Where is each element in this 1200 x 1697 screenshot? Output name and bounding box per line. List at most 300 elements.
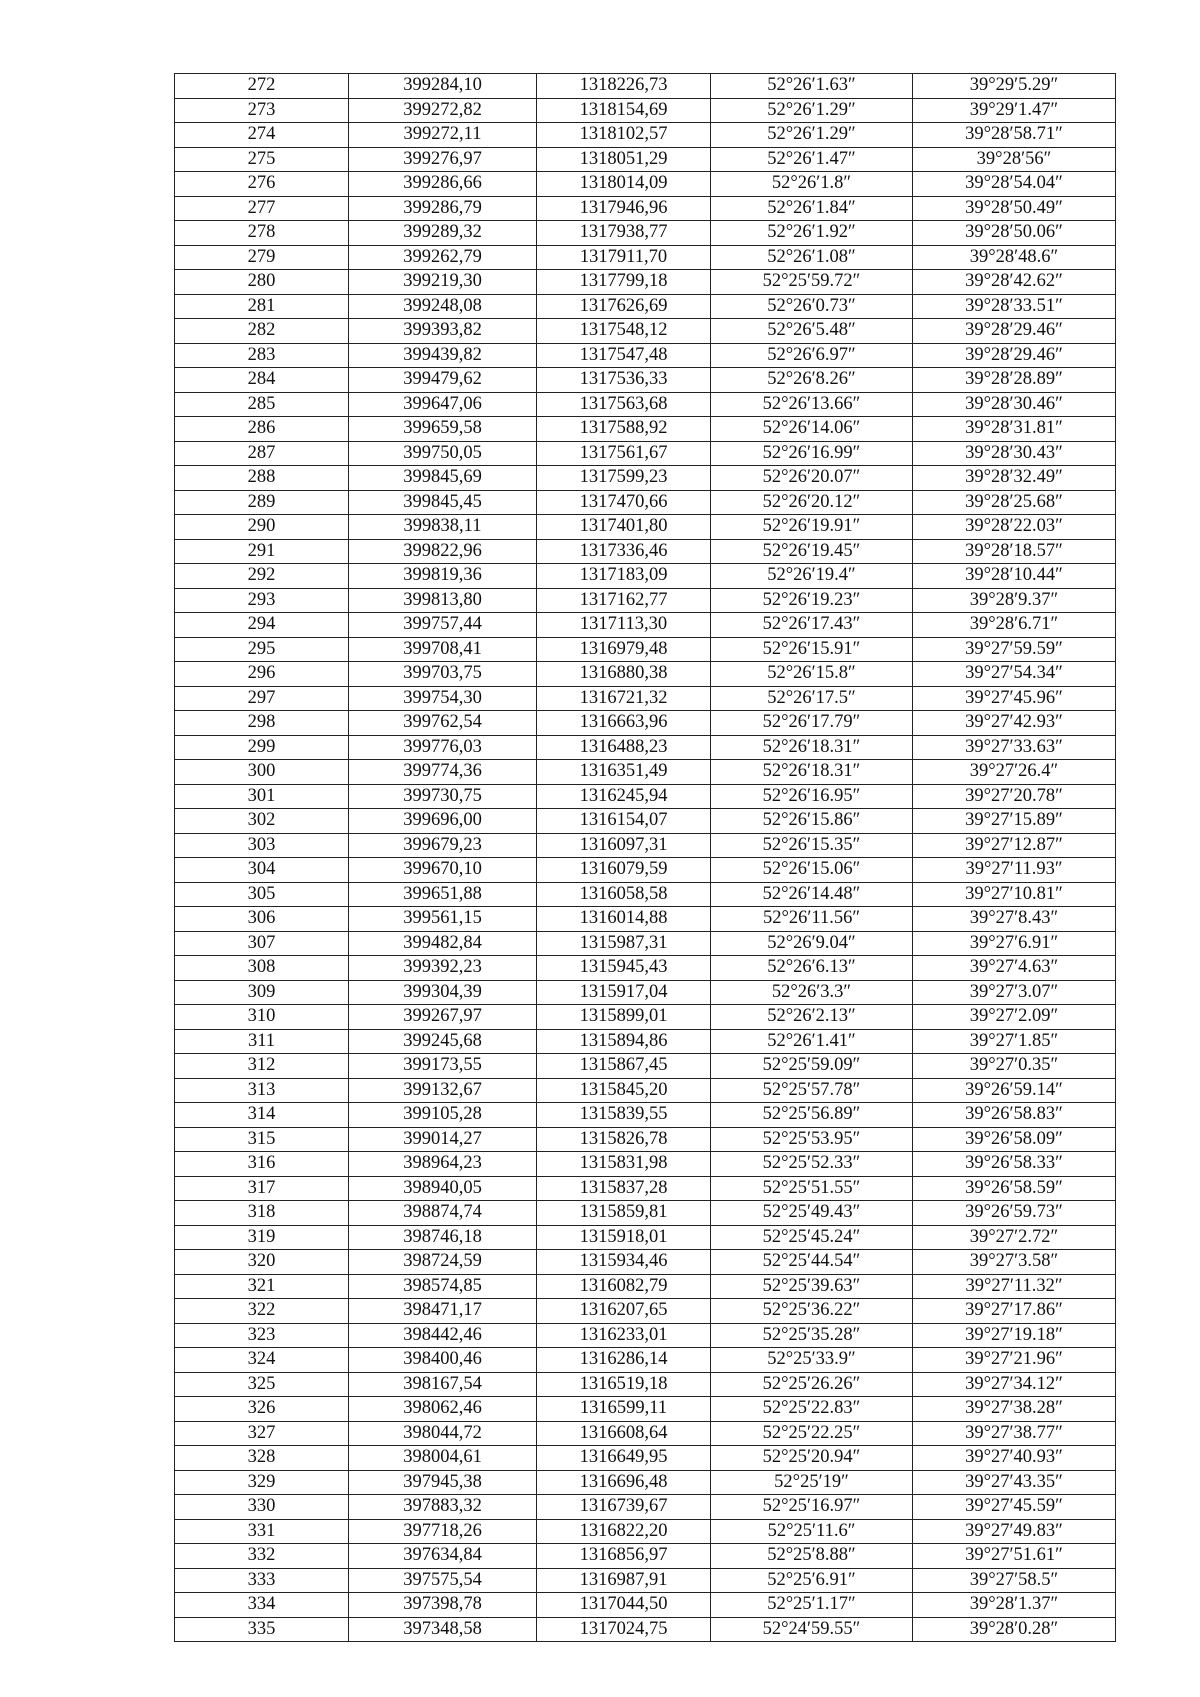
- y-coordinate-cell: 1317547,48: [537, 343, 711, 368]
- longitude-cell: 39°27′43.35″: [913, 1470, 1116, 1495]
- x-coordinate-cell: 397945,38: [349, 1470, 537, 1495]
- longitude-cell: 39°27′20.78″: [913, 784, 1116, 809]
- table-row: [175, 74, 1116, 99]
- y-coordinate-cell: 1315831,98: [537, 1152, 711, 1177]
- y-coordinate-cell: 1318226,73: [537, 74, 711, 99]
- table-row: [175, 1470, 1116, 1495]
- point-number-cell: 327: [175, 1421, 349, 1446]
- x-coordinate-cell: 399105,28: [349, 1103, 537, 1128]
- point-number-cell: 297: [175, 686, 349, 711]
- table-row: [175, 392, 1116, 417]
- x-coordinate-cell: 399845,45: [349, 490, 537, 515]
- point-number-cell: 279: [175, 245, 349, 270]
- table-row: [175, 956, 1116, 981]
- x-coordinate-cell: 397575,54: [349, 1568, 537, 1593]
- longitude-cell: 39°27′58.5″: [913, 1568, 1116, 1593]
- x-coordinate-cell: 399286,66: [349, 172, 537, 197]
- x-coordinate-cell: 399272,11: [349, 123, 537, 148]
- latitude-cell: 52°26′17.5″: [711, 686, 913, 711]
- longitude-cell: 39°27′4.63″: [913, 956, 1116, 981]
- longitude-cell: 39°27′8.43″: [913, 907, 1116, 932]
- y-coordinate-cell: 1317162,77: [537, 588, 711, 613]
- longitude-cell: 39°28′29.46″: [913, 343, 1116, 368]
- point-number-cell: 329: [175, 1470, 349, 1495]
- latitude-cell: 52°25′22.25″: [711, 1421, 913, 1446]
- table-row: [175, 588, 1116, 613]
- table-row: [175, 1176, 1116, 1201]
- x-coordinate-cell: 399248,08: [349, 294, 537, 319]
- longitude-cell: 39°28′42.62″: [913, 270, 1116, 295]
- y-coordinate-cell: 1315934,46: [537, 1250, 711, 1275]
- latitude-cell: 52°25′22.83″: [711, 1397, 913, 1422]
- latitude-cell: 52°26′1.08″: [711, 245, 913, 270]
- point-number-cell: 312: [175, 1054, 349, 1079]
- latitude-cell: 52°26′13.66″: [711, 392, 913, 417]
- point-number-cell: 290: [175, 515, 349, 540]
- x-coordinate-cell: 399272,82: [349, 98, 537, 123]
- table-row: [175, 1299, 1116, 1324]
- y-coordinate-cell: 1317938,77: [537, 221, 711, 246]
- latitude-cell: 52°25′39.63″: [711, 1274, 913, 1299]
- table-row: [175, 98, 1116, 123]
- latitude-cell: 52°26′6.97″: [711, 343, 913, 368]
- y-coordinate-cell: 1317561,67: [537, 441, 711, 466]
- point-number-cell: 301: [175, 784, 349, 809]
- longitude-cell: 39°28′0.28″: [913, 1617, 1116, 1642]
- table-row: [175, 1103, 1116, 1128]
- point-number-cell: 273: [175, 98, 349, 123]
- y-coordinate-cell: 1315867,45: [537, 1054, 711, 1079]
- longitude-cell: 39°27′3.58″: [913, 1250, 1116, 1275]
- point-number-cell: 331: [175, 1519, 349, 1544]
- latitude-cell: 52°25′36.22″: [711, 1299, 913, 1324]
- longitude-cell: 39°27′11.93″: [913, 858, 1116, 883]
- latitude-cell: 52°26′16.95″: [711, 784, 913, 809]
- latitude-cell: 52°24′59.55″: [711, 1617, 913, 1642]
- point-number-cell: 296: [175, 662, 349, 687]
- point-number-cell: 285: [175, 392, 349, 417]
- longitude-cell: 39°27′38.77″: [913, 1421, 1116, 1446]
- latitude-cell: 52°26′19.45″: [711, 539, 913, 564]
- x-coordinate-cell: 399173,55: [349, 1054, 537, 1079]
- y-coordinate-cell: 1316721,32: [537, 686, 711, 711]
- longitude-cell: 39°26′58.33″: [913, 1152, 1116, 1177]
- x-coordinate-cell: 399762,54: [349, 711, 537, 736]
- table-row: [175, 147, 1116, 172]
- point-number-cell: 298: [175, 711, 349, 736]
- table-row: [175, 368, 1116, 393]
- latitude-cell: 52°25′53.95″: [711, 1127, 913, 1152]
- longitude-cell: 39°28′33.51″: [913, 294, 1116, 319]
- y-coordinate-cell: 1315894,86: [537, 1029, 711, 1054]
- longitude-cell: 39°26′59.14″: [913, 1078, 1116, 1103]
- point-number-cell: 275: [175, 147, 349, 172]
- x-coordinate-cell: 398400,46: [349, 1348, 537, 1373]
- x-coordinate-cell: 399392,23: [349, 956, 537, 981]
- y-coordinate-cell: 1317563,68: [537, 392, 711, 417]
- point-number-cell: 291: [175, 539, 349, 564]
- longitude-cell: 39°26′58.59″: [913, 1176, 1116, 1201]
- y-coordinate-cell: 1316739,67: [537, 1495, 711, 1520]
- y-coordinate-cell: 1318014,09: [537, 172, 711, 197]
- x-coordinate-cell: 399813,80: [349, 588, 537, 613]
- longitude-cell: 39°27′15.89″: [913, 809, 1116, 834]
- x-coordinate-cell: 399757,44: [349, 613, 537, 638]
- point-number-cell: 319: [175, 1225, 349, 1250]
- point-number-cell: 326: [175, 1397, 349, 1422]
- table-row: [175, 1005, 1116, 1030]
- table-row: [175, 784, 1116, 809]
- y-coordinate-cell: 1316822,20: [537, 1519, 711, 1544]
- point-number-cell: 295: [175, 637, 349, 662]
- y-coordinate-cell: 1316979,48: [537, 637, 711, 662]
- point-number-cell: 292: [175, 564, 349, 589]
- longitude-cell: 39°27′0.35″: [913, 1054, 1116, 1079]
- point-number-cell: 280: [175, 270, 349, 295]
- y-coordinate-cell: 1317946,96: [537, 196, 711, 221]
- latitude-cell: 52°25′56.89″: [711, 1103, 913, 1128]
- table-row: [175, 564, 1116, 589]
- latitude-cell: 52°25′52.33″: [711, 1152, 913, 1177]
- latitude-cell: 52°25′45.24″: [711, 1225, 913, 1250]
- latitude-cell: 52°25′16.97″: [711, 1495, 913, 1520]
- y-coordinate-cell: 1317536,33: [537, 368, 711, 393]
- x-coordinate-cell: 399845,69: [349, 466, 537, 491]
- longitude-cell: 39°27′3.07″: [913, 980, 1116, 1005]
- point-number-cell: 321: [175, 1274, 349, 1299]
- table-row: [175, 490, 1116, 515]
- latitude-cell: 52°26′1.92″: [711, 221, 913, 246]
- longitude-cell: 39°27′1.85″: [913, 1029, 1116, 1054]
- x-coordinate-cell: 399647,06: [349, 392, 537, 417]
- y-coordinate-cell: 1315945,43: [537, 956, 711, 981]
- x-coordinate-cell: 399262,79: [349, 245, 537, 270]
- table-row: [175, 1029, 1116, 1054]
- y-coordinate-cell: 1317401,80: [537, 515, 711, 540]
- table-row: [175, 515, 1116, 540]
- x-coordinate-cell: 399304,39: [349, 980, 537, 1005]
- x-coordinate-cell: 397398,78: [349, 1593, 537, 1618]
- longitude-cell: 39°28′28.89″: [913, 368, 1116, 393]
- longitude-cell: 39°28′54.04″: [913, 172, 1116, 197]
- longitude-cell: 39°27′21.96″: [913, 1348, 1116, 1373]
- table-row: [175, 907, 1116, 932]
- y-coordinate-cell: 1316097,31: [537, 833, 711, 858]
- x-coordinate-cell: 399393,82: [349, 319, 537, 344]
- point-number-cell: 277: [175, 196, 349, 221]
- longitude-cell: 39°27′40.93″: [913, 1446, 1116, 1471]
- coordinates-table-body: [175, 74, 1116, 1642]
- point-number-cell: 308: [175, 956, 349, 981]
- table-row: [175, 1397, 1116, 1422]
- y-coordinate-cell: 1317024,75: [537, 1617, 711, 1642]
- x-coordinate-cell: 398940,05: [349, 1176, 537, 1201]
- table-row: [175, 1372, 1116, 1397]
- y-coordinate-cell: 1316058,58: [537, 882, 711, 907]
- point-number-cell: 305: [175, 882, 349, 907]
- latitude-cell: 52°26′15.86″: [711, 809, 913, 834]
- y-coordinate-cell: 1317548,12: [537, 319, 711, 344]
- table-row: [175, 1054, 1116, 1079]
- table-row: [175, 662, 1116, 687]
- longitude-cell: 39°27′45.59″: [913, 1495, 1116, 1520]
- table-row: [175, 1152, 1116, 1177]
- y-coordinate-cell: 1316663,96: [537, 711, 711, 736]
- x-coordinate-cell: 398746,18: [349, 1225, 537, 1250]
- point-number-cell: 313: [175, 1078, 349, 1103]
- x-coordinate-cell: 399822,96: [349, 539, 537, 564]
- table-row: [175, 760, 1116, 785]
- longitude-cell: 39°27′59.59″: [913, 637, 1116, 662]
- latitude-cell: 52°26′3.3″: [711, 980, 913, 1005]
- table-row: [175, 1495, 1116, 1520]
- y-coordinate-cell: 1316233,01: [537, 1323, 711, 1348]
- longitude-cell: 39°28′30.46″: [913, 392, 1116, 417]
- table-row: [175, 123, 1116, 148]
- table-row: [175, 1323, 1116, 1348]
- y-coordinate-cell: 1316608,64: [537, 1421, 711, 1446]
- table-row: [175, 1225, 1116, 1250]
- latitude-cell: 52°25′33.9″: [711, 1348, 913, 1373]
- table-row: [175, 441, 1116, 466]
- point-number-cell: 322: [175, 1299, 349, 1324]
- x-coordinate-cell: 399819,36: [349, 564, 537, 589]
- x-coordinate-cell: 399696,00: [349, 809, 537, 834]
- point-number-cell: 284: [175, 368, 349, 393]
- table-row: [175, 245, 1116, 270]
- x-coordinate-cell: 399730,75: [349, 784, 537, 809]
- longitude-cell: 39°28′48.6″: [913, 245, 1116, 270]
- latitude-cell: 52°25′59.72″: [711, 270, 913, 295]
- x-coordinate-cell: 399276,97: [349, 147, 537, 172]
- longitude-cell: 39°28′30.43″: [913, 441, 1116, 466]
- x-coordinate-cell: 398167,54: [349, 1372, 537, 1397]
- x-coordinate-cell: 397718,26: [349, 1519, 537, 1544]
- y-coordinate-cell: 1317183,09: [537, 564, 711, 589]
- longitude-cell: 39°27′33.63″: [913, 735, 1116, 760]
- latitude-cell: 52°26′19.4″: [711, 564, 913, 589]
- table-row: [175, 637, 1116, 662]
- x-coordinate-cell: 398471,17: [349, 1299, 537, 1324]
- latitude-cell: 52°26′15.06″: [711, 858, 913, 883]
- y-coordinate-cell: 1316488,23: [537, 735, 711, 760]
- point-number-cell: 320: [175, 1250, 349, 1275]
- longitude-cell: 39°27′38.28″: [913, 1397, 1116, 1422]
- table-row: [175, 343, 1116, 368]
- table-row: [175, 931, 1116, 956]
- point-number-cell: 315: [175, 1127, 349, 1152]
- table-row: [175, 1593, 1116, 1618]
- longitude-cell: 39°28′18.57″: [913, 539, 1116, 564]
- y-coordinate-cell: 1315918,01: [537, 1225, 711, 1250]
- longitude-cell: 39°28′56″: [913, 147, 1116, 172]
- x-coordinate-cell: 399014,27: [349, 1127, 537, 1152]
- latitude-cell: 52°26′20.07″: [711, 466, 913, 491]
- table-row: [175, 1446, 1116, 1471]
- y-coordinate-cell: 1317336,46: [537, 539, 711, 564]
- x-coordinate-cell: 399439,82: [349, 343, 537, 368]
- x-coordinate-cell: 397883,32: [349, 1495, 537, 1520]
- latitude-cell: 52°26′6.13″: [711, 956, 913, 981]
- x-coordinate-cell: 399750,05: [349, 441, 537, 466]
- x-coordinate-cell: 397348,58: [349, 1617, 537, 1642]
- table-row: [175, 1568, 1116, 1593]
- y-coordinate-cell: 1317470,66: [537, 490, 711, 515]
- point-number-cell: 310: [175, 1005, 349, 1030]
- y-coordinate-cell: 1317799,18: [537, 270, 711, 295]
- point-number-cell: 318: [175, 1201, 349, 1226]
- longitude-cell: 39°27′34.12″: [913, 1372, 1116, 1397]
- y-coordinate-cell: 1315917,04: [537, 980, 711, 1005]
- point-number-cell: 294: [175, 613, 349, 638]
- longitude-cell: 39°27′19.18″: [913, 1323, 1116, 1348]
- latitude-cell: 52°26′1.41″: [711, 1029, 913, 1054]
- latitude-cell: 52°26′8.26″: [711, 368, 913, 393]
- x-coordinate-cell: 398874,74: [349, 1201, 537, 1226]
- latitude-cell: 52°26′18.31″: [711, 760, 913, 785]
- y-coordinate-cell: 1316856,97: [537, 1544, 711, 1569]
- x-coordinate-cell: 398724,59: [349, 1250, 537, 1275]
- x-coordinate-cell: 399561,15: [349, 907, 537, 932]
- latitude-cell: 52°26′15.35″: [711, 833, 913, 858]
- y-coordinate-cell: 1316014,88: [537, 907, 711, 932]
- longitude-cell: 39°27′49.83″: [913, 1519, 1116, 1544]
- table-row: [175, 417, 1116, 442]
- y-coordinate-cell: 1317113,30: [537, 613, 711, 638]
- y-coordinate-cell: 1315899,01: [537, 1005, 711, 1030]
- latitude-cell: 52°26′1.47″: [711, 147, 913, 172]
- y-coordinate-cell: 1316207,65: [537, 1299, 711, 1324]
- latitude-cell: 52°26′5.48″: [711, 319, 913, 344]
- x-coordinate-cell: 399703,75: [349, 662, 537, 687]
- y-coordinate-cell: 1316079,59: [537, 858, 711, 883]
- y-coordinate-cell: 1316696,48: [537, 1470, 711, 1495]
- latitude-cell: 52°26′1.84″: [711, 196, 913, 221]
- table-row: [175, 1519, 1116, 1544]
- point-number-cell: 332: [175, 1544, 349, 1569]
- x-coordinate-cell: 399132,67: [349, 1078, 537, 1103]
- longitude-cell: 39°27′45.96″: [913, 686, 1116, 711]
- point-number-cell: 278: [175, 221, 349, 246]
- x-coordinate-cell: 398062,46: [349, 1397, 537, 1422]
- point-number-cell: 324: [175, 1348, 349, 1373]
- latitude-cell: 52°25′49.43″: [711, 1201, 913, 1226]
- latitude-cell: 52°26′11.56″: [711, 907, 913, 932]
- latitude-cell: 52°26′15.91″: [711, 637, 913, 662]
- point-number-cell: 286: [175, 417, 349, 442]
- table-row: [175, 1250, 1116, 1275]
- x-coordinate-cell: 399670,10: [349, 858, 537, 883]
- table-row: [175, 1348, 1116, 1373]
- longitude-cell: 39°28′25.68″: [913, 490, 1116, 515]
- x-coordinate-cell: 399219,30: [349, 270, 537, 295]
- latitude-cell: 52°26′1.29″: [711, 123, 913, 148]
- point-number-cell: 303: [175, 833, 349, 858]
- longitude-cell: 39°27′54.34″: [913, 662, 1116, 687]
- longitude-cell: 39°26′58.09″: [913, 1127, 1116, 1152]
- y-coordinate-cell: 1318051,29: [537, 147, 711, 172]
- point-number-cell: 289: [175, 490, 349, 515]
- latitude-cell: 52°25′1.17″: [711, 1593, 913, 1618]
- longitude-cell: 39°27′2.09″: [913, 1005, 1116, 1030]
- point-number-cell: 272: [175, 74, 349, 99]
- latitude-cell: 52°25′44.54″: [711, 1250, 913, 1275]
- latitude-cell: 52°26′17.43″: [711, 613, 913, 638]
- x-coordinate-cell: 399776,03: [349, 735, 537, 760]
- longitude-cell: 39°27′26.4″: [913, 760, 1116, 785]
- y-coordinate-cell: 1316987,91: [537, 1568, 711, 1593]
- longitude-cell: 39°28′32.49″: [913, 466, 1116, 491]
- latitude-cell: 52°26′19.23″: [711, 588, 913, 613]
- x-coordinate-cell: 398964,23: [349, 1152, 537, 1177]
- latitude-cell: 52°26′1.63″: [711, 74, 913, 99]
- point-number-cell: 287: [175, 441, 349, 466]
- table-row: [175, 613, 1116, 638]
- point-number-cell: 330: [175, 1495, 349, 1520]
- point-number-cell: 311: [175, 1029, 349, 1054]
- longitude-cell: 39°28′50.06″: [913, 221, 1116, 246]
- table-row: [175, 1127, 1116, 1152]
- y-coordinate-cell: 1316082,79: [537, 1274, 711, 1299]
- point-number-cell: 334: [175, 1593, 349, 1618]
- y-coordinate-cell: 1317626,69: [537, 294, 711, 319]
- point-number-cell: 281: [175, 294, 349, 319]
- latitude-cell: 52°26′19.91″: [711, 515, 913, 540]
- longitude-cell: 39°27′2.72″: [913, 1225, 1116, 1250]
- table-row: [175, 172, 1116, 197]
- longitude-cell: 39°29′1.47″: [913, 98, 1116, 123]
- longitude-cell: 39°27′42.93″: [913, 711, 1116, 736]
- table-row: [175, 882, 1116, 907]
- point-number-cell: 302: [175, 809, 349, 834]
- table-row: [175, 735, 1116, 760]
- x-coordinate-cell: 399284,10: [349, 74, 537, 99]
- latitude-cell: 52°25′6.91″: [711, 1568, 913, 1593]
- latitude-cell: 52°25′8.88″: [711, 1544, 913, 1569]
- x-coordinate-cell: 399267,97: [349, 1005, 537, 1030]
- point-number-cell: 307: [175, 931, 349, 956]
- latitude-cell: 52°26′18.31″: [711, 735, 913, 760]
- x-coordinate-cell: 399774,36: [349, 760, 537, 785]
- x-coordinate-cell: 398442,46: [349, 1323, 537, 1348]
- point-number-cell: 299: [175, 735, 349, 760]
- table-row: [175, 1078, 1116, 1103]
- longitude-cell: 39°28′50.49″: [913, 196, 1116, 221]
- y-coordinate-cell: 1318102,57: [537, 123, 711, 148]
- latitude-cell: 52°25′57.78″: [711, 1078, 913, 1103]
- latitude-cell: 52°26′1.29″: [711, 98, 913, 123]
- table-row: [175, 1201, 1116, 1226]
- latitude-cell: 52°26′1.8″: [711, 172, 913, 197]
- x-coordinate-cell: 399679,23: [349, 833, 537, 858]
- x-coordinate-cell: 399659,58: [349, 417, 537, 442]
- y-coordinate-cell: 1316880,38: [537, 662, 711, 687]
- longitude-cell: 39°27′12.87″: [913, 833, 1116, 858]
- latitude-cell: 52°26′20.12″: [711, 490, 913, 515]
- longitude-cell: 39°26′58.83″: [913, 1103, 1116, 1128]
- y-coordinate-cell: 1316154,07: [537, 809, 711, 834]
- x-coordinate-cell: 399479,62: [349, 368, 537, 393]
- y-coordinate-cell: 1315839,55: [537, 1103, 711, 1128]
- longitude-cell: 39°26′59.73″: [913, 1201, 1116, 1226]
- longitude-cell: 39°28′58.71″: [913, 123, 1116, 148]
- y-coordinate-cell: 1315845,20: [537, 1078, 711, 1103]
- latitude-cell: 52°25′26.26″: [711, 1372, 913, 1397]
- longitude-cell: 39°28′10.44″: [913, 564, 1116, 589]
- y-coordinate-cell: 1316519,18: [537, 1372, 711, 1397]
- table-row: [175, 980, 1116, 1005]
- latitude-cell: 52°25′59.09″: [711, 1054, 913, 1079]
